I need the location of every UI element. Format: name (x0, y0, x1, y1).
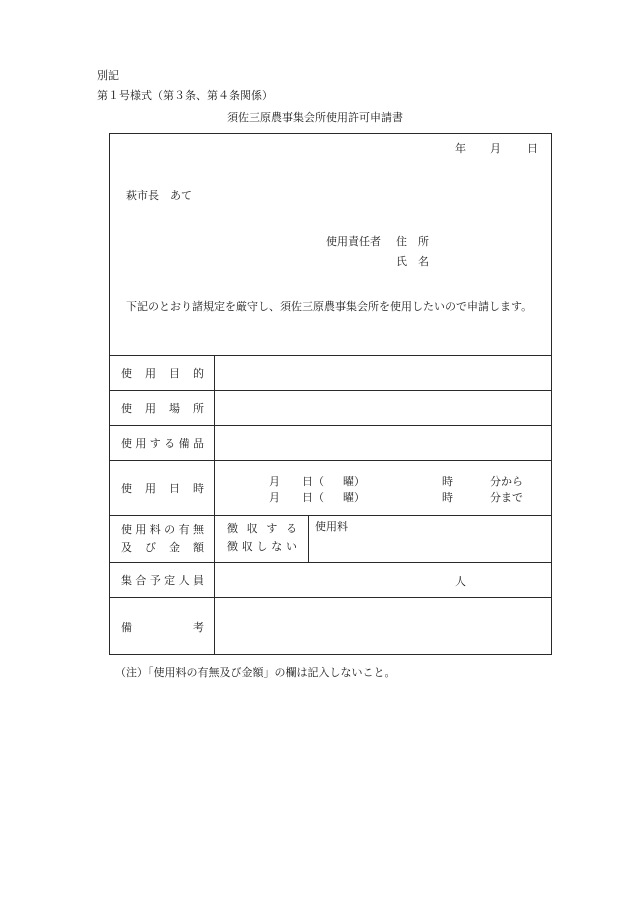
row-label-remarks (110, 598, 215, 655)
equipment-label: 使 用 す る 備 品 (121, 437, 204, 450)
row-label-place (110, 391, 215, 425)
fee-no-collect-option: 徴 収 し な い (227, 540, 297, 553)
row-label-equipment (110, 426, 215, 460)
fee-amount-label: 使用料 (315, 520, 348, 533)
request-statement: 下記のとおり諸規定を厳守し、須佐三原農事集会所を使用したいので申請します。 (126, 300, 533, 313)
application-form (109, 133, 552, 655)
fee-label-line2: 及 び 金 額 (121, 541, 204, 554)
address-label: 住 所 (396, 235, 429, 248)
datetime-month: 月 月 (269, 475, 280, 504)
datetime-minute (490, 474, 523, 506)
header-label: 別記 (97, 69, 119, 82)
date-day-label: 日 (527, 142, 538, 155)
footnote: （注）「使用料の有無及び金額」の欄は記入しないこと。 (115, 666, 396, 679)
form-title: 須佐三原農事集会所使用許可申請書 (227, 111, 403, 124)
place-label: 使 用 場 所 (121, 402, 204, 415)
date-month-label: 月 (490, 142, 501, 155)
remarks-label: 備 考 (121, 620, 204, 634)
datetime-label: 使 用 日 時 (121, 482, 204, 495)
row-label-purpose (110, 356, 215, 390)
date-year-label: 年 (455, 142, 466, 155)
purpose-label: 使 用 目 的 (121, 367, 204, 380)
datetime-day: 日（ 日（ (302, 475, 324, 504)
row-label-datetime (110, 461, 215, 515)
form-number: 第１号様式（第３条、第４条関係） (97, 89, 273, 102)
datetime-from: 分から (490, 475, 523, 488)
attendees-label: 集 合 予 定 人 員 (121, 574, 204, 587)
name-label: 氏 名 (396, 255, 429, 268)
datetime-hour: 時 時 (442, 475, 453, 504)
attendees-unit: 人 (455, 575, 466, 588)
row-label-attendees (110, 563, 215, 597)
fee-collect-option: 徴 収 す る (227, 522, 297, 535)
fee-column-divider (308, 515, 309, 562)
addressee: 萩市長 あて (126, 189, 192, 202)
fee-label-line1: 使 用 料 の 有 無 (121, 523, 204, 536)
datetime-until: 分まで (490, 491, 523, 504)
responsible-person-label: 使用責任者 (326, 235, 381, 248)
datetime-weekday: 曜） 曜） (343, 475, 365, 504)
row-label-fee (110, 516, 215, 562)
